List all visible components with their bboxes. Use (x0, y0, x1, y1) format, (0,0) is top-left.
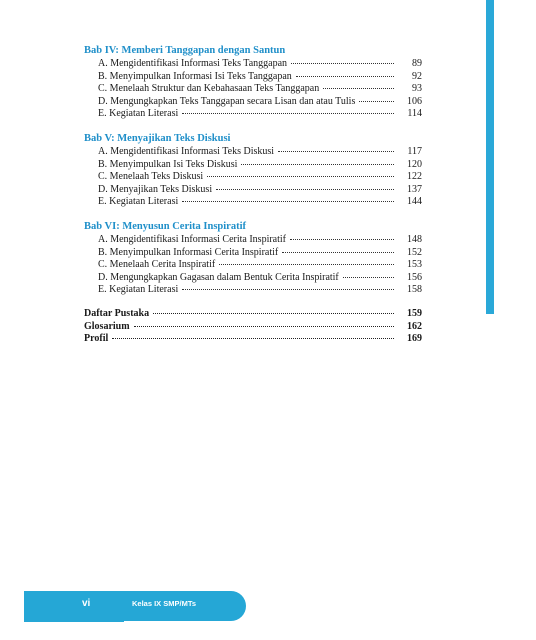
dot-leader (182, 289, 394, 290)
section-title: Bab VI: Menyusun Cerita Inspiratif (84, 220, 246, 232)
decorative-side-bar (486, 0, 494, 314)
toc-section (84, 44, 422, 121)
toc-entry-label: A. Mengidentifikasi Informasi Teks Tanggapan (98, 58, 288, 69)
toc-entry (84, 234, 422, 247)
toc-entry-label: B. Menyimpulkan Informasi Isi Teks Tanggapan (98, 70, 292, 82)
toc-entry (84, 308, 422, 321)
toc-entry (84, 321, 422, 334)
toc-entry-label: C. Menelaah Struktur dan Kebahasaan Teks Tanggapan (98, 83, 320, 95)
toc-entry-label: Profil (84, 333, 109, 345)
dot-leader (182, 201, 394, 202)
toc-sections (84, 44, 422, 297)
toc-entry-label: E. Kegiatan Literasi (98, 196, 179, 208)
toc-entry (84, 159, 422, 172)
toc-entry-page: 162 (407, 320, 422, 332)
dot-leader (153, 313, 394, 314)
toc-section (84, 220, 422, 297)
running-title: Kelas IX SMP/MTs (132, 599, 197, 608)
dot-leader (207, 176, 394, 177)
toc-entry-label: E. Kegiatan Literasi (98, 284, 179, 296)
toc-entry-page: 148 (407, 233, 422, 245)
toc-entry-page: 152 (407, 246, 422, 258)
toc-entry-page: 92 (412, 70, 422, 82)
dot-leader (278, 151, 394, 152)
toc-entry-label: B. Menyimpulkan Informasi Cerita Inspiratif (98, 246, 279, 258)
toc-entry-page: 117 (407, 145, 422, 157)
dot-leader (219, 264, 394, 265)
dot-leader (112, 338, 394, 339)
toc-entry-page: 122 (407, 171, 422, 183)
toc-entry-page: 137 (407, 183, 422, 195)
footer-cutout (24, 622, 124, 640)
toc-entry-page: 120 (407, 158, 422, 170)
back-matter (84, 308, 422, 346)
section-title: Bab IV: Memberi Tanggapan dengan Santun (84, 45, 286, 56)
toc-entry-page: 159 (407, 307, 422, 319)
toc-entry-page: 114 (407, 108, 422, 120)
toc-entry-label: B. Menyimpulkan Isi Teks Diskusi (98, 158, 238, 170)
toc-entry (84, 108, 422, 121)
toc-entry (84, 196, 422, 209)
toc-entry-label: D. Mengungkapkan Teks Tanggapan secara Lisan dan atau Tulis (98, 95, 356, 107)
toc-entry (84, 171, 422, 184)
toc-entry-label: D. Mengungkapkan Gagasan dalam Bentuk Cerita Inspiratif (98, 271, 339, 283)
toc-entry (84, 96, 422, 109)
toc-entry-page: 153 (407, 259, 422, 271)
dot-leader (359, 101, 394, 102)
dot-leader (216, 189, 394, 190)
toc-entry (84, 284, 422, 297)
dot-leader (182, 113, 394, 114)
dot-leader (296, 76, 394, 77)
dot-leader (343, 277, 394, 278)
toc-entry (84, 259, 422, 272)
dot-leader (290, 239, 394, 240)
toc-entry-page: 106 (407, 95, 422, 107)
dot-leader (241, 164, 394, 165)
toc-entry-label: A. Mengidentifikasi Informasi Cerita Inspiratif (98, 233, 287, 245)
toc-entry-label: C. Menelaah Cerita Inspiratif (98, 259, 216, 271)
toc-entry (84, 333, 422, 346)
toc-section (84, 132, 422, 209)
dot-leader (134, 326, 394, 327)
toc-entry-label: Daftar Pustaka (84, 307, 150, 319)
toc-entry (84, 184, 422, 197)
toc-entry-label: D. Menyajikan Teks Diskusi (98, 183, 213, 195)
toc-entry (84, 58, 422, 71)
table-of-contents (84, 44, 422, 346)
toc-entry (84, 146, 422, 159)
toc-entry-label: C. Menelaah Teks Diskusi (98, 171, 204, 183)
page-number: vi (82, 598, 91, 609)
toc-entry (84, 83, 422, 96)
toc-entry-page: 144 (407, 196, 422, 208)
toc-entry-page: 169 (407, 333, 422, 345)
toc-entry-page: 89 (412, 58, 422, 69)
dot-leader (291, 63, 394, 64)
toc-entry-page: 158 (407, 284, 422, 296)
toc-entry (84, 71, 422, 84)
toc-entry-page: 93 (412, 83, 422, 95)
toc-entry (84, 272, 422, 285)
toc-entry (84, 247, 422, 260)
toc-entry-label: E. Kegiatan Literasi (98, 108, 179, 120)
toc-entry-label: Glosarium (84, 320, 130, 332)
section-title: Bab V: Menyajikan Teks Diskusi (84, 132, 231, 144)
dot-leader (282, 252, 394, 253)
dot-leader (323, 88, 394, 89)
toc-entry-label: A. Mengidentifikasi Informasi Teks Diskusi (98, 145, 275, 157)
toc-entry-page: 156 (407, 271, 422, 283)
